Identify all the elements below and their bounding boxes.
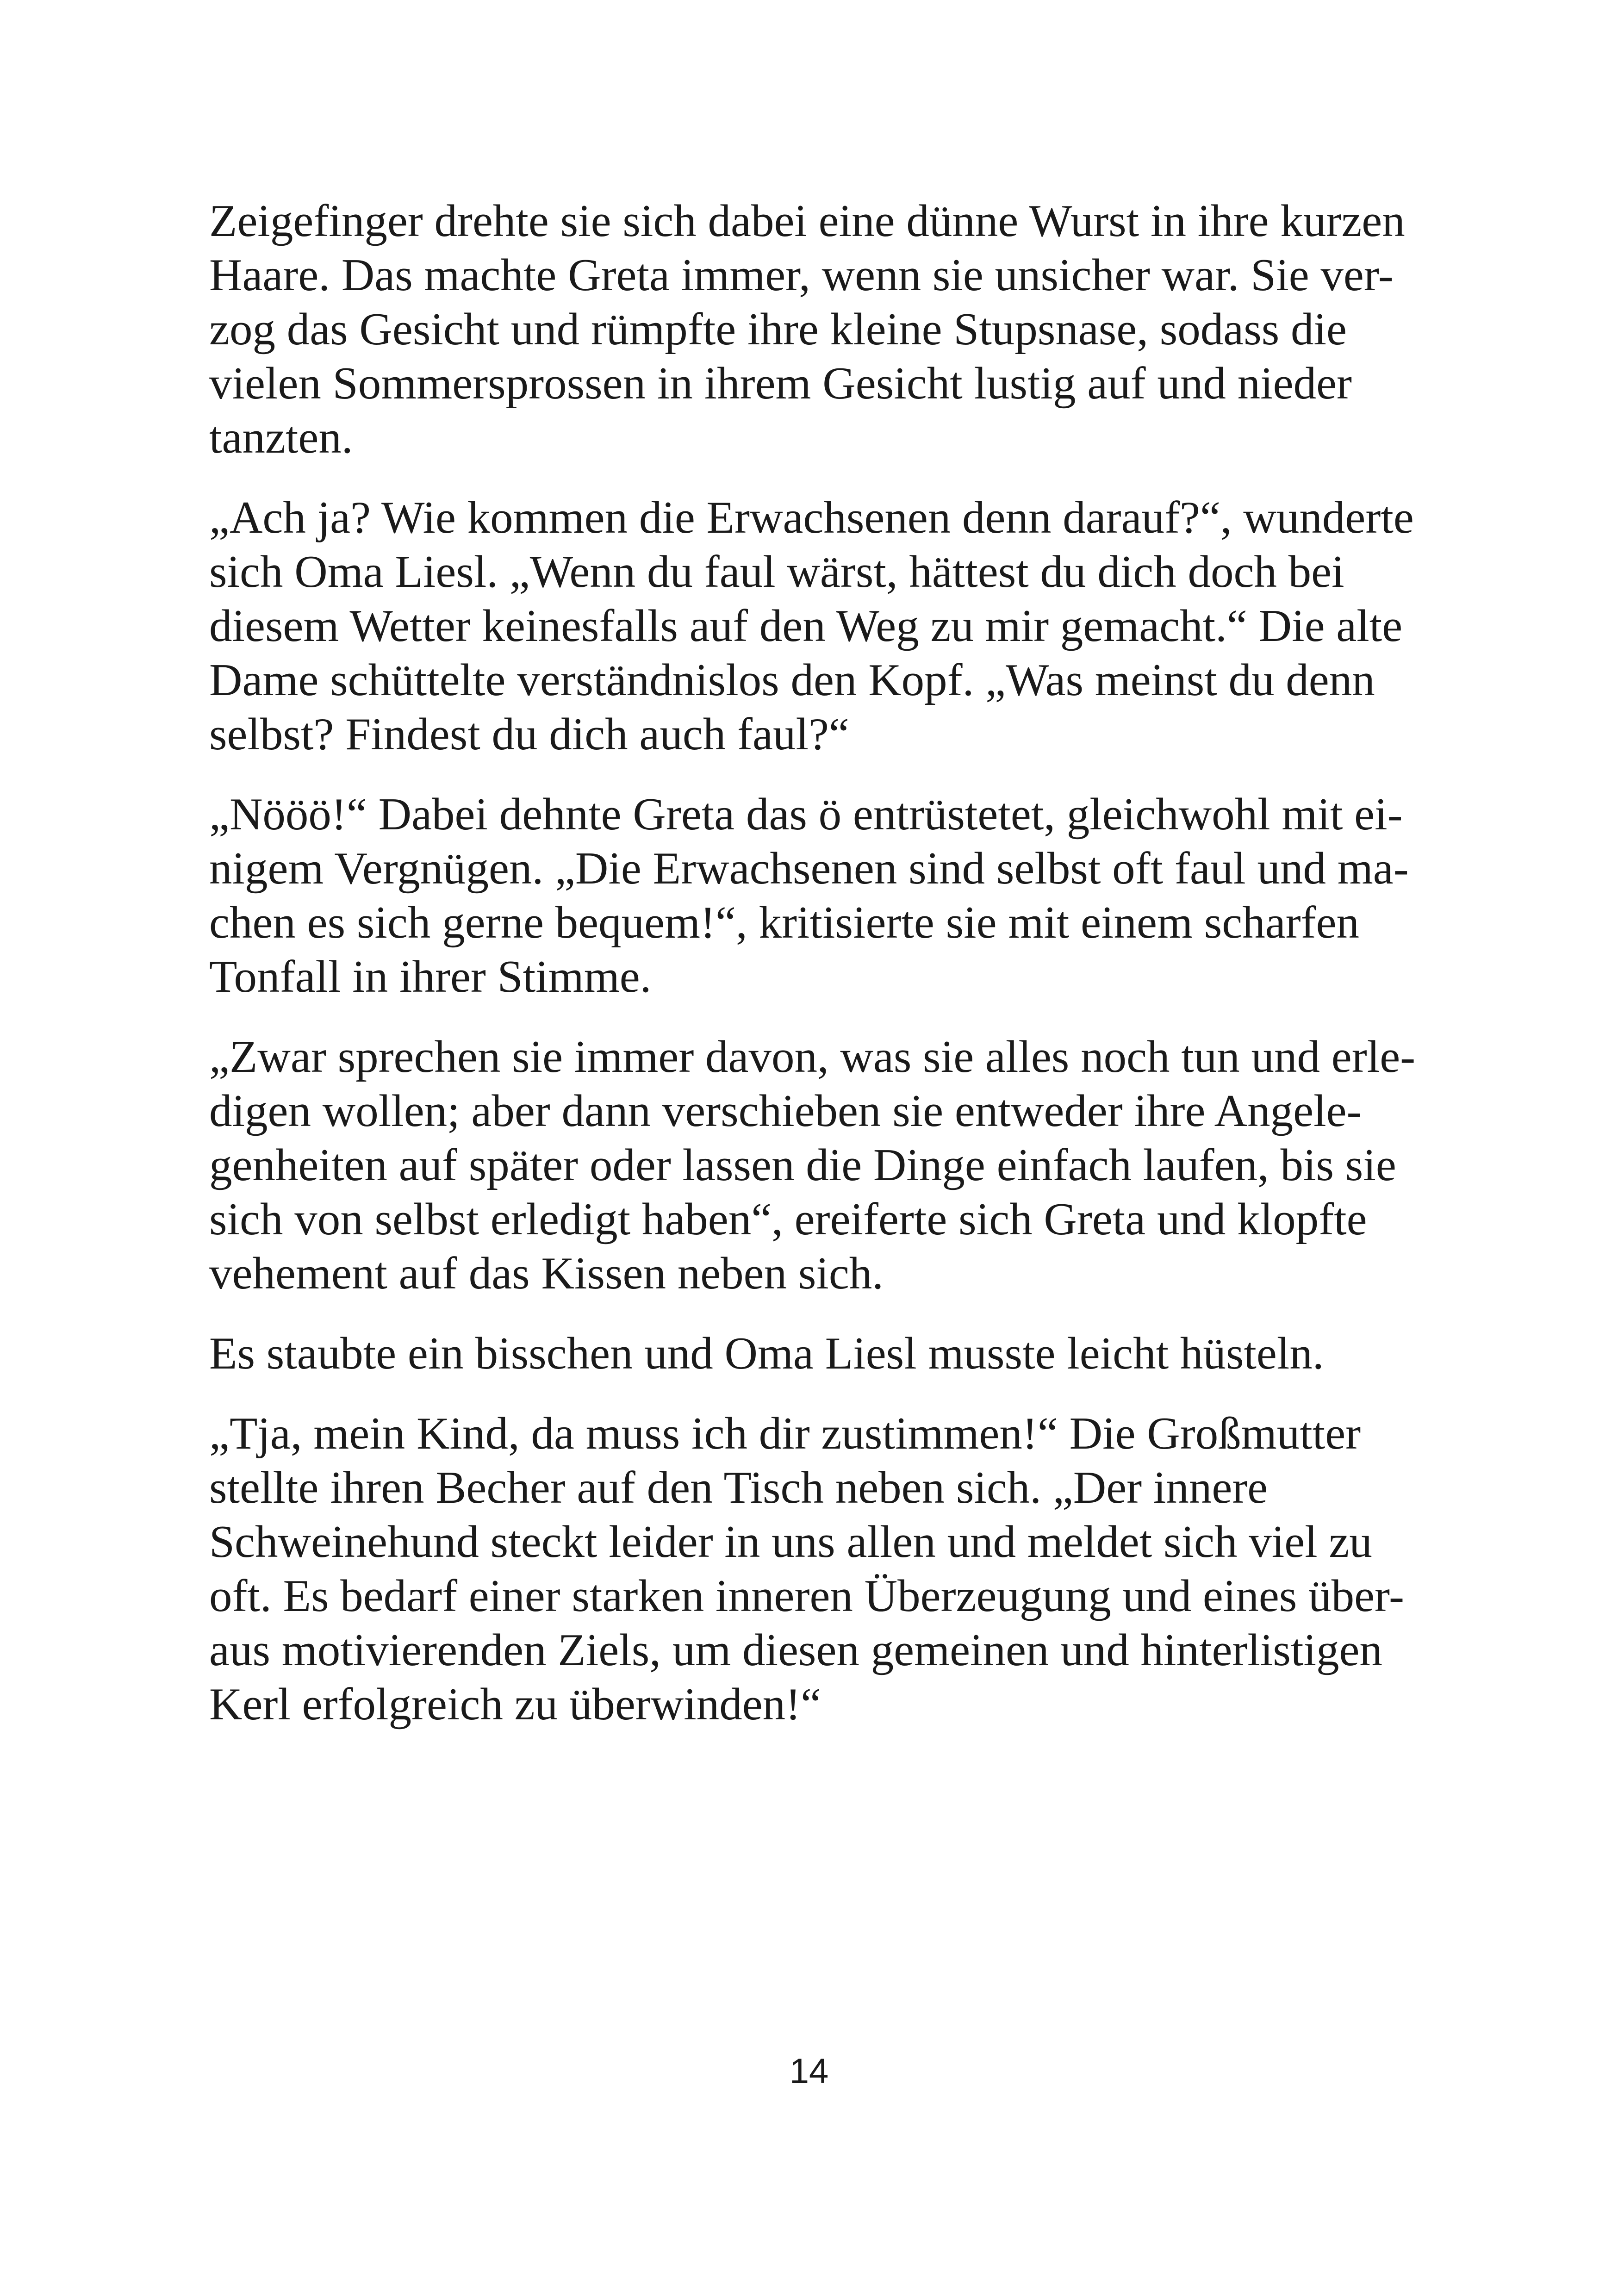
text-line: Haare. Das machte Greta immer, wenn sie unsicher war. Sie ver- bbox=[209, 250, 1394, 300]
paragraph-6 bbox=[209, 1406, 1440, 1731]
text-line: zog das Gesicht und rümpfte ihre kleine Stupsnase, sodass die bbox=[209, 304, 1347, 355]
text-line: vehement auf das Kissen neben sich. bbox=[209, 1248, 884, 1299]
text-line: tanzten. bbox=[209, 412, 353, 463]
paragraph-4 bbox=[209, 1030, 1440, 1300]
text-line: diesem Wetter keinesfalls auf den Weg zu mir gemacht.“ Die alte bbox=[209, 601, 1403, 651]
text-line: genheiten auf später oder lassen die Dinge einfach laufen, bis sie bbox=[209, 1140, 1396, 1190]
text-line: nigem Vergnügen. „Die Erwachsenen sind selbst oft faul und ma- bbox=[209, 843, 1409, 894]
text-line: „Nööö!“ Dabei dehnte Greta das ö entrüstetet, gleichwohl mit ei- bbox=[209, 789, 1403, 840]
text-line: oft. Es bedarf einer starken inneren Überzeugung und eines über- bbox=[209, 1571, 1404, 1621]
paragraph-3 bbox=[209, 787, 1440, 1004]
text-line: „Ach ja? Wie kommen die Erwachsenen denn darauf?“, wunderte bbox=[209, 492, 1414, 543]
text-line: vielen Sommersprossen in ihrem Gesicht lustig auf und nieder bbox=[209, 358, 1352, 409]
text-line: Kerl erfolgreich zu überwinden!“ bbox=[209, 1679, 821, 1730]
text-line: „Tja, mein Kind, da muss ich dir zustimmen!“ Die Großmutter bbox=[209, 1408, 1361, 1459]
text-line: selbst? Findest du dich auch faul?“ bbox=[209, 709, 849, 759]
text-line: chen es sich gerne bequem!“, kritisierte sie mit einem scharfen bbox=[209, 897, 1360, 948]
text-line: „Zwar sprechen sie immer davon, was sie alles noch tun und erle- bbox=[209, 1032, 1416, 1082]
paragraph-1 bbox=[209, 194, 1440, 465]
paragraph-2 bbox=[209, 491, 1440, 761]
text-line: sich Oma Liesl. „Wenn du faul wärst, hättest du dich doch bei bbox=[209, 547, 1344, 597]
body-text bbox=[209, 194, 1440, 1757]
paragraph-5 bbox=[209, 1326, 1440, 1381]
text-line: sich von selbst erledigt haben“, ereiferte sich Greta und klopfte bbox=[209, 1194, 1367, 1244]
text-line: Es staubte ein bisschen und Oma Liesl musste leicht hüsteln. bbox=[209, 1328, 1324, 1379]
text-line: Dame schüttelte verständnislos den Kopf. „Was meinst du denn bbox=[209, 655, 1375, 705]
text-line: Schweinehund steckt leider in uns allen und meldet sich viel zu bbox=[209, 1517, 1372, 1567]
text-line: stellte ihren Becher auf den Tisch neben sich. „Der innere bbox=[209, 1462, 1268, 1513]
text-line: aus motivierenden Ziels, um diesen gemeinen und hinterlistigen bbox=[209, 1625, 1382, 1675]
page-number: 14 bbox=[789, 2052, 829, 2091]
text-line: Tonfall in ihrer Stimme. bbox=[209, 952, 652, 1002]
text-line: Zeigefinger drehte sie sich dabei eine dünne Wurst in ihre kurzen bbox=[209, 196, 1405, 246]
text-line: digen wollen; aber dann verschieben sie entweder ihre Angele- bbox=[209, 1086, 1362, 1136]
